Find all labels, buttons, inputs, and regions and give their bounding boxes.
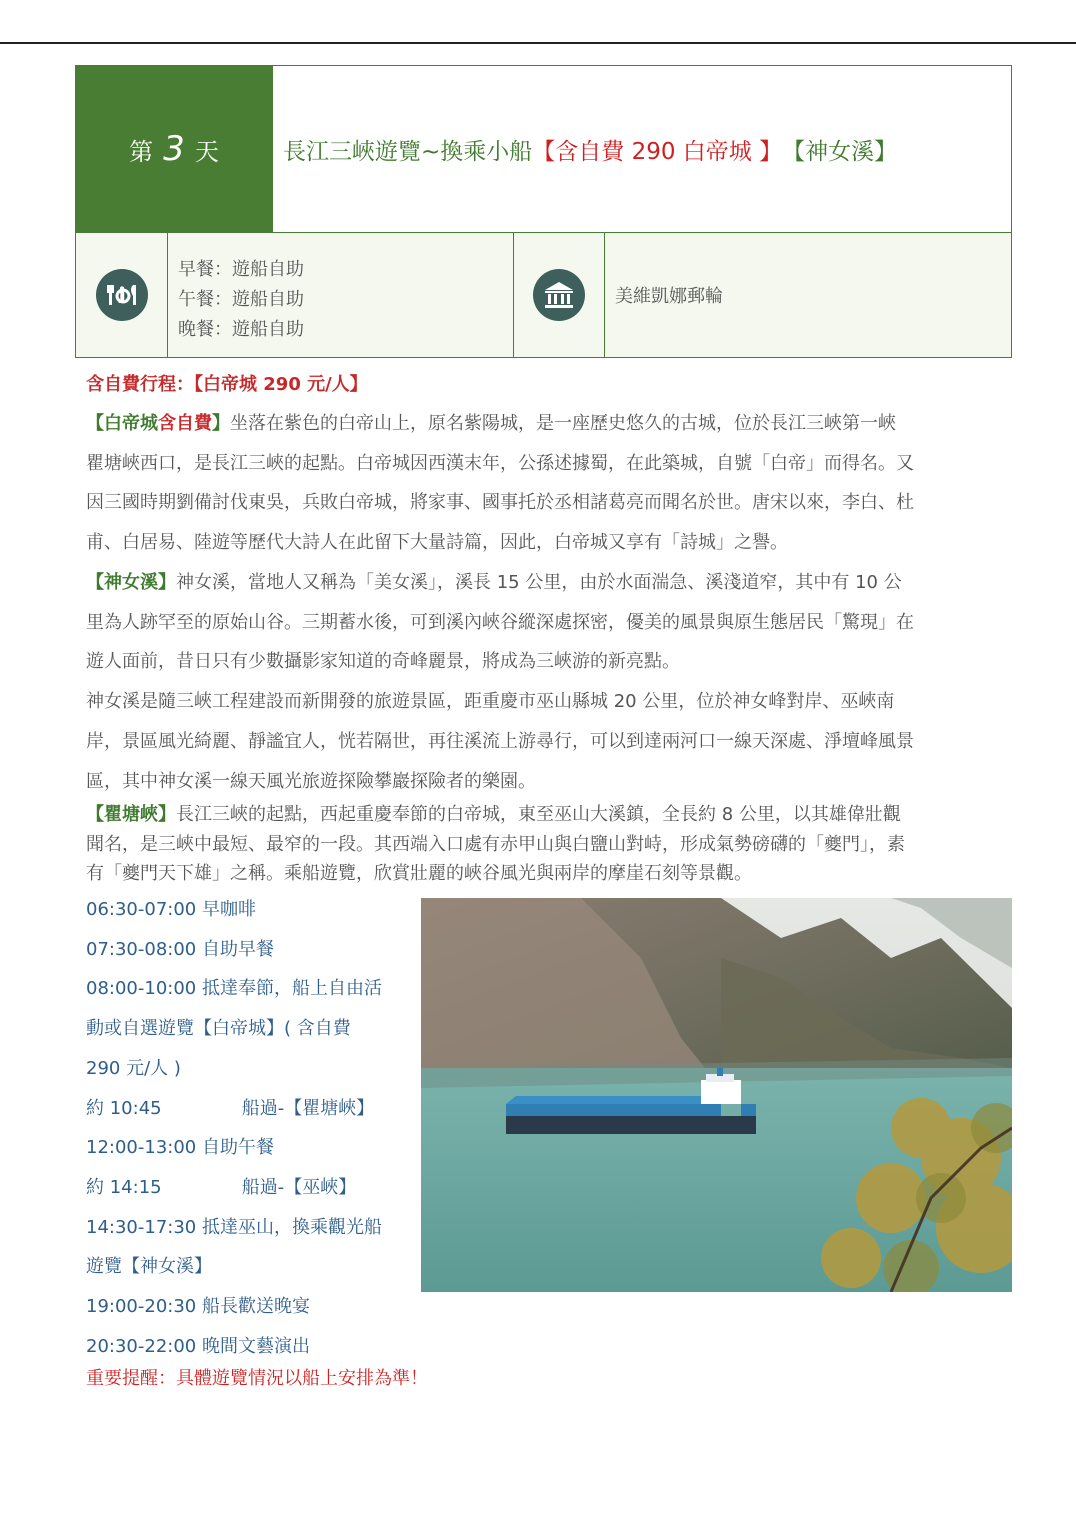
baidi-line-1 xyxy=(86,404,1006,444)
title-route: 長江三峽遊覽~換乘小船 xyxy=(283,138,533,165)
schedule-item: 20:30-22:00 晚間文藝演出 xyxy=(86,1335,310,1357)
schedule-item: 12:00-13:00 自助午餐 xyxy=(86,1137,274,1159)
schedule-item: 06:30-07:00 早咖啡 xyxy=(86,899,256,920)
baidi-line-2: 瞿塘峽西口，是長江三峽的起點。白帝城因西漢末年，公孫述據蜀，在此築城，自號「白帝」而得名。又 xyxy=(86,452,914,474)
day-header-table xyxy=(75,65,1012,358)
schedule-item: 14:30-17:30 抵達巫山，換乘觀光船 xyxy=(86,1216,382,1238)
day-label xyxy=(76,66,272,232)
meals-lodging-row xyxy=(76,232,1011,357)
gorge-photo xyxy=(421,898,1012,1292)
lunch-text: 午餐：遊船自助 xyxy=(178,289,304,310)
schedule-item: 遊覽【神女溪】 xyxy=(86,1256,212,1278)
shennv-tag: 【神女溪】 xyxy=(86,572,176,593)
breakfast-text: 早餐：遊船自助 xyxy=(178,259,304,280)
baidi-tag-open: 【白帝城 xyxy=(86,413,158,434)
optional-tour-heading xyxy=(86,370,1006,396)
top-rule xyxy=(0,42,1076,44)
important-reminder: 重要提醒：具體遊覽情況以船上安排為準！ xyxy=(86,1368,428,1389)
title-shennv: 【神女溪】 xyxy=(782,138,898,165)
meals-cell xyxy=(168,233,514,357)
baidi-section xyxy=(86,404,1006,563)
qutang-tag: 【瞿塘峽】 xyxy=(86,804,176,825)
lodging-text: 美維凱娜郵輪 xyxy=(615,286,723,307)
baidi-tag-mid: 含自費 xyxy=(158,413,212,434)
shennv-line-3: 遊人面前，昔日只有少數攝影家知道的奇峰麗景，將成為三峽游的新亮點。 xyxy=(86,651,680,673)
baidi-line-4: 甫、白居易、陸遊等歷代大詩人在此留下大量詩篇，因此，白帝城又享有「詩城」之譽。 xyxy=(86,532,788,554)
schedule-item: 約 10:45 船過-【瞿塘峽】 xyxy=(86,1097,375,1119)
qutang-text-1: 長江三峽的起點，西起重慶奉節的白帝城，東至巫山大溪鎮，全長約 8 公里，以其雄偉壯觀 xyxy=(176,804,901,825)
building-icon xyxy=(533,269,585,321)
title-optional: 【含自費 290 白帝城 】 xyxy=(532,138,783,165)
schedule-item: 07:30-08:00 自助早餐 xyxy=(86,938,274,960)
day-title xyxy=(272,66,1011,232)
cutlery-icon xyxy=(96,269,148,321)
baidi-text-1: 坐落在紫色的白帝山上，原名紫陽城，是一座歷史悠久的古城，位於長江三峽第一峽 xyxy=(230,413,896,434)
shennv-line-5: 岸，景區風光綺麗、靜謐宜人，恍若隔世，再往溪流上游尋行，可以到達兩河口一線天深處、淨壇峰風景 xyxy=(86,730,914,752)
baidi-tag-close: 】 xyxy=(212,413,230,434)
hotel-icon-cell xyxy=(514,233,605,357)
schedule-item: 19:00-20:30 船長歡送晚宴 xyxy=(86,1296,310,1318)
day-number: 3 xyxy=(163,129,185,169)
shennv-line-6: 區，其中神女溪一線天風光旅遊探險攀巖探險者的樂園。 xyxy=(86,770,536,792)
schedule-item: 08:00-10:00 抵達奉節，船上自由活 xyxy=(86,978,382,1000)
meal-icon-cell xyxy=(76,233,168,357)
shennv-section xyxy=(86,563,1006,801)
qutang-line-3: 有「夔門天下雄」之稱。乘船遊覽，欣賞壯麗的峽谷風光與兩岸的摩崖石刻等景觀。 xyxy=(86,863,752,884)
shennv-text-1: 神女溪，當地人又稱為「美女溪」，溪長 15 公里，由於水面湍急、溪淺道窄，其中有 10 公 xyxy=(176,572,902,593)
schedule-item: 動或自選遊覽【白帝城】( 含自費 xyxy=(86,1018,351,1040)
day-suffix: 天 xyxy=(194,137,219,166)
schedule-item: 290 元/人 ) xyxy=(86,1057,181,1079)
dinner-text: 晚餐：遊船自助 xyxy=(178,319,304,340)
shennv-line-2: 里為人跡罕至的原始山谷。三期蓄水後，可到溪內峽谷縱深處探密，優美的風景與原生態居民「驚現」在 xyxy=(86,611,914,633)
optional-tour-label: 含自費行程：【白帝城 290 元/人】 xyxy=(86,374,368,395)
baidi-line-3: 因三國時期劉備討伐東吳，兵敗白帝城，將家事、國事托於丞相諸葛亮而聞名於世。唐宋以來，李白、杜 xyxy=(86,492,914,514)
day-prefix: 第 xyxy=(129,137,154,166)
shennv-line-4: 神女溪是隨三峽工程建設而新開發的旅遊景區，距重慶市巫山縣城 20 公里，位於神女峰對岸、巫峽南 xyxy=(86,691,895,713)
shennv-line-1 xyxy=(86,563,1006,603)
schedule-item: 約 14:15 船過-【巫峽】 xyxy=(86,1176,357,1198)
qutang-line-2: 聞名，是三峽中最短、最窄的一段。其西端入口處有赤甲山與白鹽山對峙，形成氣勢磅礴的「夔門」，素 xyxy=(86,833,905,855)
qutang-section xyxy=(86,800,1006,889)
lodging-cell xyxy=(605,233,1011,357)
qutang-line-1 xyxy=(86,800,1006,830)
schedule-list xyxy=(86,890,416,1366)
svg-text:ℹ: ℹ xyxy=(117,284,126,309)
